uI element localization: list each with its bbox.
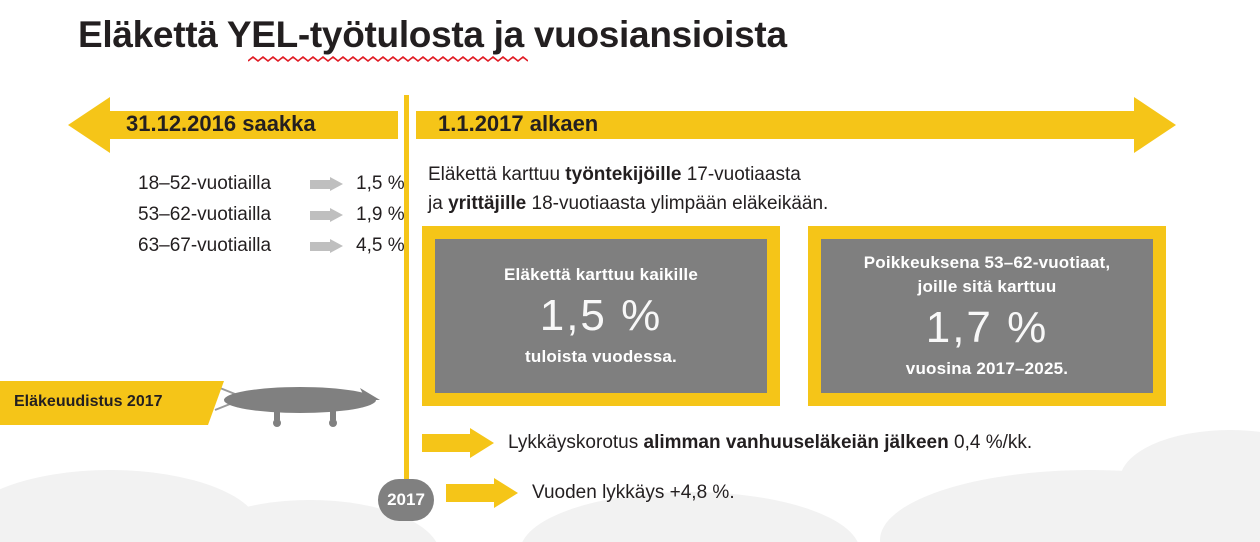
intro-text-bold-1: työntekijöille <box>565 164 682 185</box>
yearly-deferral-row <box>446 478 735 508</box>
right-banner-label: 1.1.2017 alkaen <box>438 111 599 136</box>
spellcheck-underline-icon <box>248 56 528 63</box>
right-arrow-icon <box>310 208 344 222</box>
deferral-text-a: Lykkäyskorotus <box>508 432 644 453</box>
right-period-banner <box>416 97 1176 153</box>
intro-text-a: Eläkettä karttuu <box>428 164 566 185</box>
accrual-box-exception <box>808 226 1166 406</box>
intro-text-d: ja <box>428 193 449 214</box>
age-accrual-table <box>138 168 405 261</box>
accrual-box-caption-bottom: vuosina 2017–2025. <box>905 359 1069 378</box>
table-row <box>138 230 405 261</box>
intro-text-c: 17-vuotiaasta <box>681 164 801 185</box>
accrual-box-value: 1,5 % <box>539 291 663 340</box>
accrual-box-caption-top-line1: Poikkeuksena 53–62-vuotiaat, <box>863 253 1111 272</box>
left-banner-label: 31.12.2016 saakka <box>126 111 316 136</box>
accrual-box-value: 1,7 % <box>925 303 1049 352</box>
intro-paragraph <box>428 160 828 218</box>
yearly-deferral-text-a: Vuoden lykkäys +4,8 %. <box>532 482 735 503</box>
accrual-box-caption-bottom: tuloista vuodessa. <box>525 347 677 366</box>
right-arrow-icon <box>310 239 344 253</box>
table-row <box>138 199 405 230</box>
intro-text-e: 18-vuotiaasta ylimpään eläkeikään. <box>526 193 829 214</box>
age-range-label: 18–52-vuotiailla <box>138 172 272 194</box>
pension-reform-tag <box>0 381 224 425</box>
timeline-year-badge: 2017 <box>378 479 434 521</box>
age-percent-value: 1,9 % <box>356 203 405 225</box>
pension-reform-tag-label: Eläkeuudistus 2017 <box>14 393 163 410</box>
accrual-box-general <box>422 226 780 406</box>
deferral-text-c: 0,4 %/kk. <box>948 432 1033 453</box>
age-range-label: 53–62-vuotiailla <box>138 203 272 225</box>
right-arrow-icon <box>310 177 344 191</box>
intro-line-1 <box>428 160 828 189</box>
deferral-increase-row <box>422 428 1032 458</box>
timeline-divider <box>404 95 409 485</box>
accrual-box-caption-top: Eläkettä karttuu kaikille <box>504 265 698 284</box>
age-percent-value: 4,5 % <box>356 234 405 256</box>
left-period-banner <box>68 97 398 153</box>
age-range-label: 63–67-vuotiailla <box>138 234 272 256</box>
table-row <box>138 168 405 199</box>
page-title: Eläkettä YEL-työtulosta ja vuosiansioista <box>78 14 787 55</box>
yearly-deferral-text <box>532 482 735 504</box>
intro-line-2 <box>428 189 828 218</box>
deferral-text-bold: alimman vanhuuseläkeiän jälkeen <box>643 432 949 453</box>
intro-text-bold-2: yrittäjille <box>448 193 527 214</box>
age-percent-value: 1,5 % <box>356 172 405 194</box>
small-right-arrow-icon <box>446 478 518 508</box>
small-right-arrow-icon <box>422 428 494 458</box>
accrual-box-caption-top-line2: joille sitä karttuu <box>917 277 1057 296</box>
deferral-increase-text <box>508 432 1032 454</box>
